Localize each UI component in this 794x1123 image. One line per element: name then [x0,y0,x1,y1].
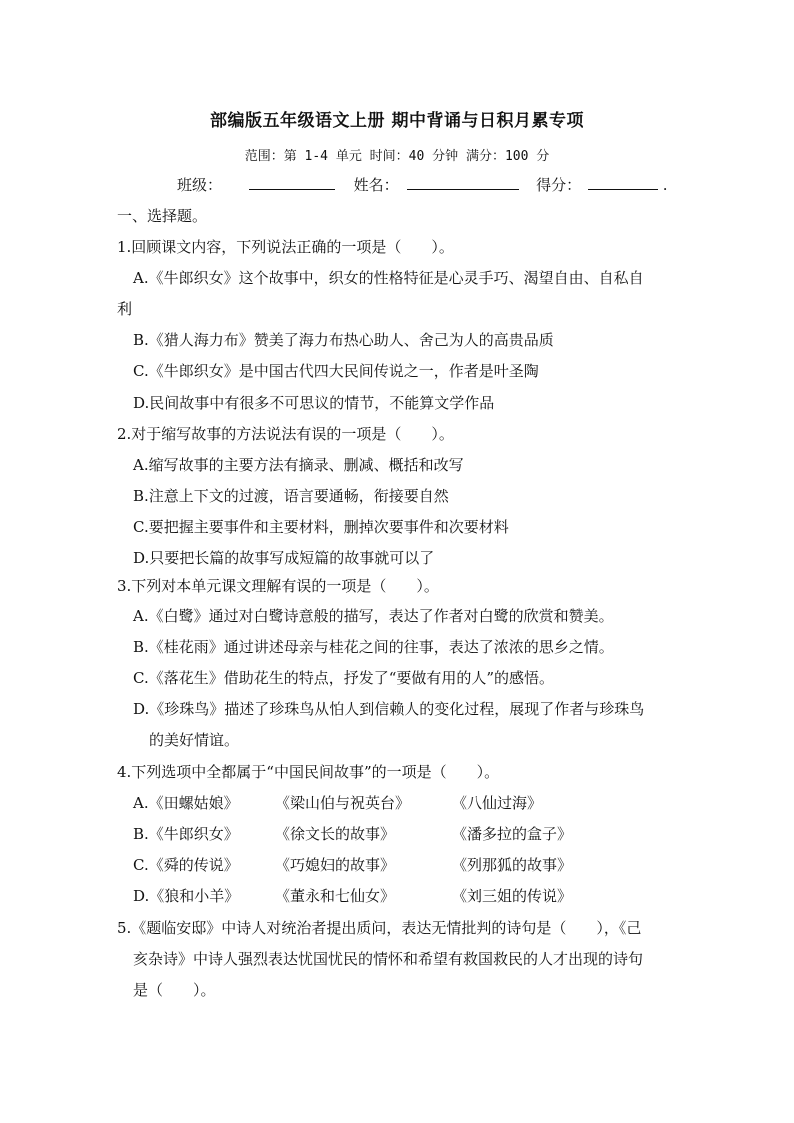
question-4-option-b-col3: 《潘多拉的盒子》 [452,825,573,843]
question-1-option-a-cont: 利 [117,300,133,318]
end-mark: . [662,176,668,194]
name-label: 姓名： [353,176,399,194]
question-4-option-c-col2: 《巧媳妇的故事》 [275,856,396,874]
question-3-option-b: B.《桂花雨》通过讲述母亲与桂花之间的往事，表达了浓浓的思乡之情。 [133,638,614,656]
question-1-option-c: C.《牛郎织女》是中国古代四大民间传说之一，作者是叶圣陶 [133,362,539,380]
question-4-option-c-col1: C.《舜的传说》 [133,856,239,874]
page-title: 部编版五年级语文上册 期中背诵与日积月累专项 [210,111,584,131]
question-4-option-a-col2: 《梁山伯与祝英台》 [275,794,411,812]
question-4-stem: 4.下列选项中全都属于“中国民间故事”的一项是（ ）。 [117,763,500,781]
class-label: 班级： [177,176,223,194]
question-3-stem: 3.下列对本单元课文理解有误的一项是（ ）。 [117,577,439,595]
question-4-option-d-col1: D.《狼和小羊》 [133,887,240,905]
question-1-option-a: A.《牛郎织女》这个故事中，织女的性格特征是心灵手巧、渴望自由、自私自 [133,269,644,287]
question-3-option-d: D.《珍珠鸟》描述了珍珠鸟从怕人到信赖人的变化过程，展现了作者与珍珠鸟 [133,700,645,718]
question-4-option-a-col1: A.《田螺姑娘》 [133,794,239,812]
class-blank[interactable] [249,175,335,190]
question-1-option-d: D.民间故事中有很多不可思议的情节，不能算文学作品 [133,394,495,412]
question-4-option-d-col3: 《刘三姐的传说》 [452,887,573,905]
question-2-stem: 2.对于缩写故事的方法说法有误的一项是（ ）。 [117,425,454,443]
question-3-option-a: A.《白鹭》通过对白鹭诗意般的描写，表达了作者对白鹭的欣赏和赞美。 [133,607,614,625]
question-5-stem-line3: 是（ ）。 [133,981,216,999]
question-1-option-b: B.《猎人海力布》赞美了海力布热心助人、舍己为人的高贵品质 [133,331,554,349]
question-2-option-c: C.要把握主要事件和主要材料，删掉次要事件和次要材料 [133,518,509,536]
question-5-stem-line1: 5.《题临安邸》中诗人对统治者提出质问，表达无情批判的诗句是（ ），《己 [117,919,642,937]
question-4-option-c-col3: 《列那狐的故事》 [452,856,573,874]
question-2-option-b: B.注意上下文的过渡，语言要通畅，衔接要自然 [133,487,449,505]
exam-meta: 范围：第 1-4 单元 时间：40 分钟 满分：100 分 [244,149,550,164]
score-label: 得分： [536,176,582,194]
question-4-option-a-col3: 《八仙过海》 [452,794,543,812]
score-blank[interactable] [588,175,658,190]
question-4-option-b-col2: 《徐文长的故事》 [275,825,396,843]
question-4-option-d-col2: 《董永和七仙女》 [275,887,396,905]
name-blank[interactable] [407,175,519,190]
question-2-option-a: A.缩写故事的主要方法有摘录、删减、概括和改写 [133,456,464,474]
question-3-option-d-cont: 的美好情谊。 [149,731,240,749]
question-1-stem: 1.回顾课文内容，下列说法正确的一项是（ ）。 [117,238,454,256]
section-title: 一、选择题。 [117,207,208,225]
student-info-row [177,174,668,195]
question-2-option-d: D.只要把长篇的故事写成短篇的故事就可以了 [133,549,435,567]
question-3-option-c: C.《落花生》借助花生的特点，抒发了“要做有用的人”的感悟。 [133,669,555,687]
question-4-option-b-col1: B.《牛郎织女》 [133,825,239,843]
question-5-stem-line2: 亥杂诗》中诗人强烈表达忧国忧民的情怀和希望有救国救民的人才出现的诗句 [133,950,644,968]
